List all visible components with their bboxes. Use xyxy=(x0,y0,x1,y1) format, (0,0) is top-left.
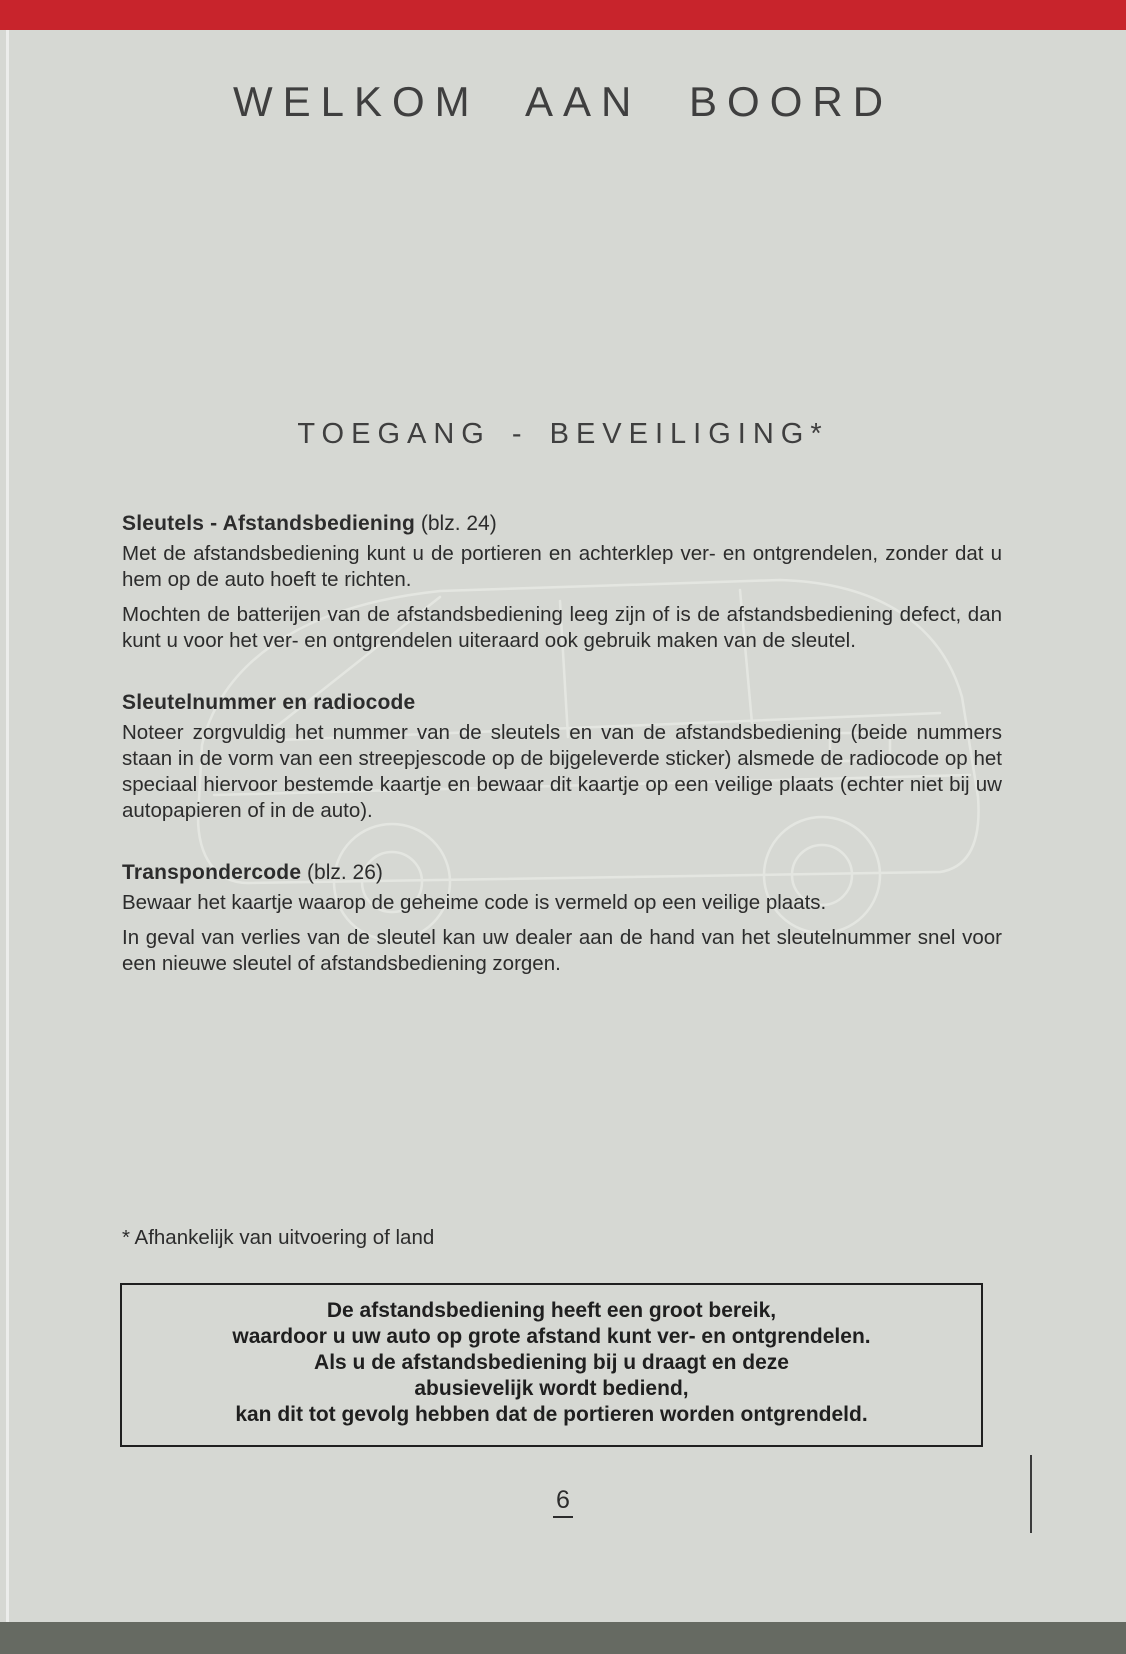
warning-line: abusievelijk wordt bediend, xyxy=(414,1377,689,1400)
section-keynumber-radiocode xyxy=(122,690,1002,824)
red-top-bar xyxy=(0,0,1126,30)
paragraph: In geval van verlies van de sleutel kan uw dealer aan de hand van het sleutelnummer snel voor een nieuwe sleutel of afstandsbediening zorgen. xyxy=(122,926,1002,975)
section-heading xyxy=(122,511,1002,537)
section-heading-bold: Sleutels - Afstandsbediening xyxy=(122,512,416,535)
section-heading-pageref: (blz. 24) xyxy=(415,512,497,535)
section-keys-remote xyxy=(122,511,1002,654)
section-heading-bold: Sleutelnummer en radiocode xyxy=(122,691,416,714)
section-transpondercode xyxy=(122,860,1002,977)
page-body xyxy=(0,511,1126,977)
footnote: * Afhankelijk van uitvoering of land xyxy=(122,1226,435,1249)
page-title: WELKOM AAN BOORD xyxy=(232,78,894,125)
paragraph: Noteer zorgvuldig het nummer van de sleutels en van de afstandsbediening (beide nummers staan in de vorm van een streepjescode op de bijgeleverde sticker) alsmede de radiocode op het speciaal hiervoor bestemde kaartje en bewaar dit kaartje op een veilige plaats (echter niet bij uw autopapieren of in de auto). xyxy=(122,721,1002,822)
warning-line: De afstandsbediening heeft een groot bereik, xyxy=(326,1299,777,1322)
scan-artifact-line xyxy=(1030,1455,1032,1533)
chapter-title: TOEGANG - BEVEILIGING* xyxy=(297,418,829,450)
paragraph: Bewaar het kaartje waarop de geheime code is vermeld op een veilige plaats. xyxy=(122,891,827,914)
section-heading-pageref: (blz. 26) xyxy=(301,861,383,884)
warning-line: Als u de afstandsbediening bij u draagt en deze xyxy=(314,1351,789,1374)
page-number: 6 xyxy=(553,1486,573,1518)
section-heading-bold: Transpondercode xyxy=(122,861,302,884)
warning-line: kan dit tot gevolg hebben dat de portieren worden ontgrendeld. xyxy=(235,1403,868,1426)
warning-box xyxy=(120,1283,983,1447)
warning-line: waardoor u uw auto op grote afstand kunt ver- en ontgrendelen. xyxy=(232,1325,871,1348)
section-heading xyxy=(122,860,1002,886)
paragraph: Met de afstandsbediening kunt u de portieren en achterklep ver- en ontgrendelen, zonder dat u hem op de auto hoeft te richten. xyxy=(122,542,1002,591)
page-number-container xyxy=(0,1486,1126,1518)
paragraph: Mochten de batterijen van de afstandsbediening leeg zijn of is de afstandsbediening defect, dan kunt u voor het ver- en ontgrendelen uiteraard ook gebruik maken van de sleutel. xyxy=(122,603,1002,652)
section-heading xyxy=(122,690,1002,716)
bottom-scan-bar xyxy=(0,1622,1126,1654)
